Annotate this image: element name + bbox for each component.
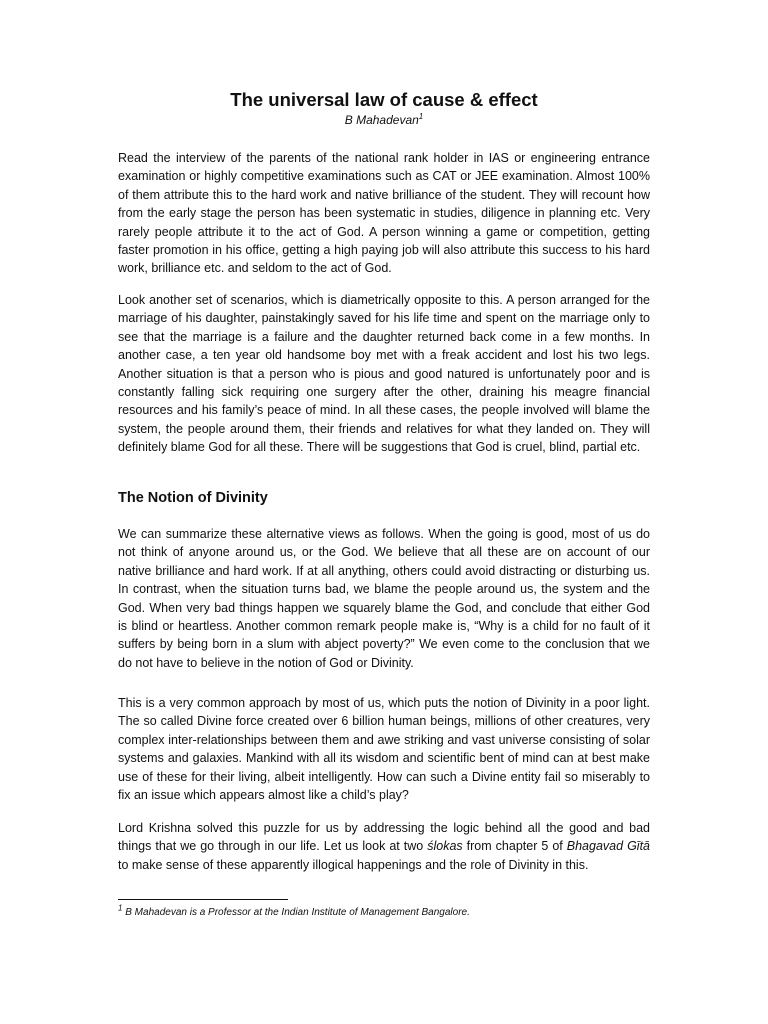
paragraph-3: We can summarize these alternative views as follows. When the going is good, most of us do not think of anyone around us, or the God. We believe that all these are on account of our native brilliance and hard work. If at all anything, others could avoid distracting or disturbing us. In contrast, when the situation turns bad, we blame the people around us, the system and the God. When very bad things happen we squarely blame the God, and conclude that either God is blind or heartless. Another common remark people make is, “Why is a child for no fault of it suffers by being born in a slum with abject poverty?” We even come to the conclusion that we do not have to believe in the notion of God or Divinity. <box>118 527 650 670</box>
section-heading: The Notion of Divinity <box>118 490 268 506</box>
paragraph-5-part-c: from chapter 5 of <box>462 839 567 854</box>
paragraph-1: Read the interview of the parents of the national rank holder in IAS or engineering entrance examination or highly competitive examinations such as CAT or JEE examination. Almost 100% of them attribute this to the hard work and native brilliance of the student. They will recount how from the early stage the person has been systematic in studies, diligence in planning etc. Very rarely people attribute it to the act of God. A person winning a game or competition, getting faster promotion in his office, getting a high paying job will also attribute this success to his hard work, brilliance etc. and seldom to the act of God. <box>118 151 650 276</box>
paragraph-5-part-e: to make sense of these apparently illogical happenings and the role of Divinity in this. <box>118 857 589 872</box>
footnote-text: B Mahadevan is a Professor at the Indian Institute of Management Bangalore. <box>122 907 470 918</box>
paragraph-4: This is a very common approach by most of us, which puts the notion of Divinity in a poor light. The so called Divine force created over 6 billion human beings, millions of other creatures, very complex inter-relationships between them and awe striking and vast universe consisting of solar systems and galaxies. Mankind with all its wisdom and scientific bent of mind can at best make use of these for their living, albeit intelligently. How can such a Divine entity fail so miserably to fix an issue which appears almost like a child’s play? <box>118 696 650 803</box>
footnote-mark: 1 <box>118 903 123 913</box>
author-footnote-mark: 1 <box>418 112 424 121</box>
footnote <box>118 903 650 920</box>
document-title: The universal law of cause & effect <box>230 89 538 110</box>
paragraph-5-bhagavad-gita: Bhagavad Gītā <box>566 839 650 854</box>
author-name: B Mahadevan <box>344 113 419 127</box>
footnote-divider <box>118 899 288 900</box>
author-line <box>118 112 650 128</box>
paragraph-5-part-a: Lord Krishna solved this puzzle for us by addressing the logic behind all the good and bad things that we go through in our life. Let us look at two <box>118 821 650 854</box>
paragraph-5 <box>118 819 650 874</box>
paragraph-5-slokas: ślokas <box>427 839 463 854</box>
paragraph-2: Look another set of scenarios, which is diametrically opposite to this. A person arranged for the marriage of his daughter, painstakingly saved for his life time and spent on the marriage only to see that the marriage is a failure and the daughter returned back come in a few months. In another case, a ten year old handsome boy met with a freak accident and lost his two legs. Another situation is that a person who is pious and good natured is unfortunately poor and is constantly falling sick requiring one surgery after the other, draining his meagre financial resources and his family’s peace of mind. In all these cases, the people involved will blame the system, the people around them, their friends and relatives for what they landed on. They will definitely blame God for all these. There will be suggestions that God is cruel, blind, partial etc. <box>118 293 650 455</box>
